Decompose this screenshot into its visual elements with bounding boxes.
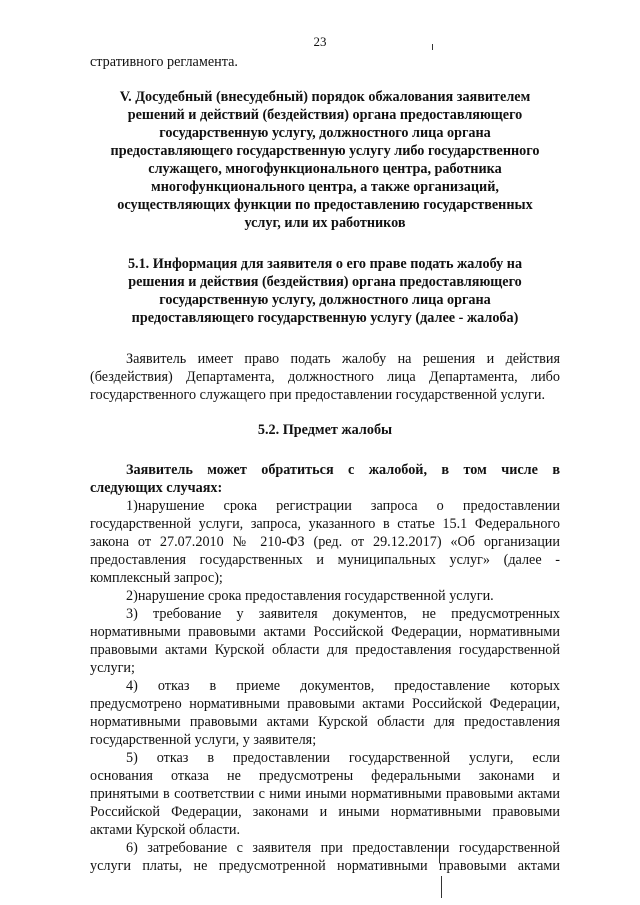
- item-line: 6) затребование с заявителя при предоставлении государственной: [126, 840, 560, 856]
- heading-line: государственную услугу, должностного лица органа: [159, 125, 491, 141]
- heading-line: услуг, или их работников: [244, 215, 406, 231]
- section-5-1-paragraph: [90, 350, 560, 404]
- list-item-4: [90, 677, 560, 749]
- scan-mark: [441, 876, 442, 898]
- item-line: актами Курской области.: [90, 822, 241, 838]
- item-line: 1)нарушение срока регистрации запроса о предоставлении: [126, 498, 560, 514]
- list-item-3: [90, 605, 560, 677]
- item-line: 5) отказ в предоставлении государственной услуги, если: [126, 750, 560, 766]
- list-item-1: [90, 497, 560, 587]
- paragraph-line: Заявитель имеет право подать жалобу на решения и действия: [126, 351, 560, 367]
- heading-line: решений и действий (бездействия) органа предоставляющего: [127, 107, 523, 123]
- item-line: принятыми в соответствии с ними иными нормативными правовыми актами: [90, 786, 560, 802]
- item-line: 2)нарушение срока предоставления государственной услуги.: [126, 588, 494, 604]
- item-line: 3) требование у заявителя документов, не предусмотренных: [126, 606, 560, 622]
- section-5-1-heading: [90, 255, 560, 327]
- heading-line: осуществляющих функции по предоставлению государственных: [117, 197, 533, 213]
- item-line: услуги платы, не предусмотренной нормативными правовыми актами: [90, 858, 560, 874]
- heading-line: предоставляющего государственную услугу (далее - жалоба): [131, 310, 519, 326]
- item-line: нормативными правовыми актами Курской области для предоставления: [90, 714, 560, 730]
- item-line: закона от 27.07.2010 № 210-ФЗ (ред. от 29.12.2017) «Об организации: [90, 534, 560, 550]
- item-line: правовыми актами Курской области для предоставления государственной: [90, 642, 560, 658]
- item-line: услуги;: [90, 660, 135, 676]
- section-v-heading: [90, 88, 560, 232]
- section-5-2-heading: [90, 421, 560, 439]
- heading-line: государственную услугу, должностного лица органа: [159, 292, 491, 308]
- paragraph-line: государственного служащего при предоставлении государственной услуги.: [90, 387, 545, 403]
- list-item-6: [90, 839, 560, 875]
- intro-line: следующих случаях:: [90, 480, 223, 496]
- item-line: предусмотрено нормативными правовыми актами Российской Федерации,: [90, 696, 560, 712]
- item-line: комплексный запрос);: [90, 570, 223, 586]
- item-line: Российской Федерации, законами и иными нормативными правовыми: [90, 804, 560, 820]
- intro-fragment: стративного регламента.: [90, 54, 238, 70]
- heading-line: V. Досудебный (внесудебный) порядок обжалования заявителем: [119, 89, 531, 105]
- heading-line: 5.2. Предмет жалобы: [257, 422, 393, 438]
- item-line: государственной услуги, у заявителя;: [90, 732, 317, 748]
- document-body: [90, 53, 560, 875]
- item-line: 4) отказ в приеме документов, предоставление которых: [126, 678, 560, 694]
- heading-line: служащего, многофункционального центра, работника: [148, 161, 502, 177]
- paragraph-line: (бездействия) Департамента, должностного лица Департамента, либо: [90, 369, 560, 385]
- item-line: предоставления государственных и муниципальных услуг» (далее -: [90, 552, 560, 568]
- section-5-2-intro: [90, 461, 560, 497]
- heading-line: многофункционального центра, а также организаций,: [151, 179, 499, 195]
- item-line: государственной услуги, запроса, указанного в статье 15.1 Федерального: [90, 516, 560, 532]
- heading-line: предоставляющего государственную услугу либо государственного: [110, 143, 540, 159]
- scan-mark: [432, 44, 433, 50]
- intro-line: Заявитель может обратиться с жалобой, в том числе в: [126, 462, 560, 478]
- heading-line: 5.1. Информация для заявителя о его праве подать жалобу на: [127, 256, 523, 272]
- list-item-2: [90, 587, 560, 605]
- page-number: 23: [313, 34, 327, 49]
- heading-line: решения и действия (бездействия) органа предоставляющего: [128, 274, 522, 290]
- list-item-5: [90, 749, 560, 839]
- item-line: основания отказа не предусмотрены федеральными законами и: [90, 768, 560, 784]
- item-line: нормативными правовыми актами Российской Федерации, нормативными: [90, 624, 560, 640]
